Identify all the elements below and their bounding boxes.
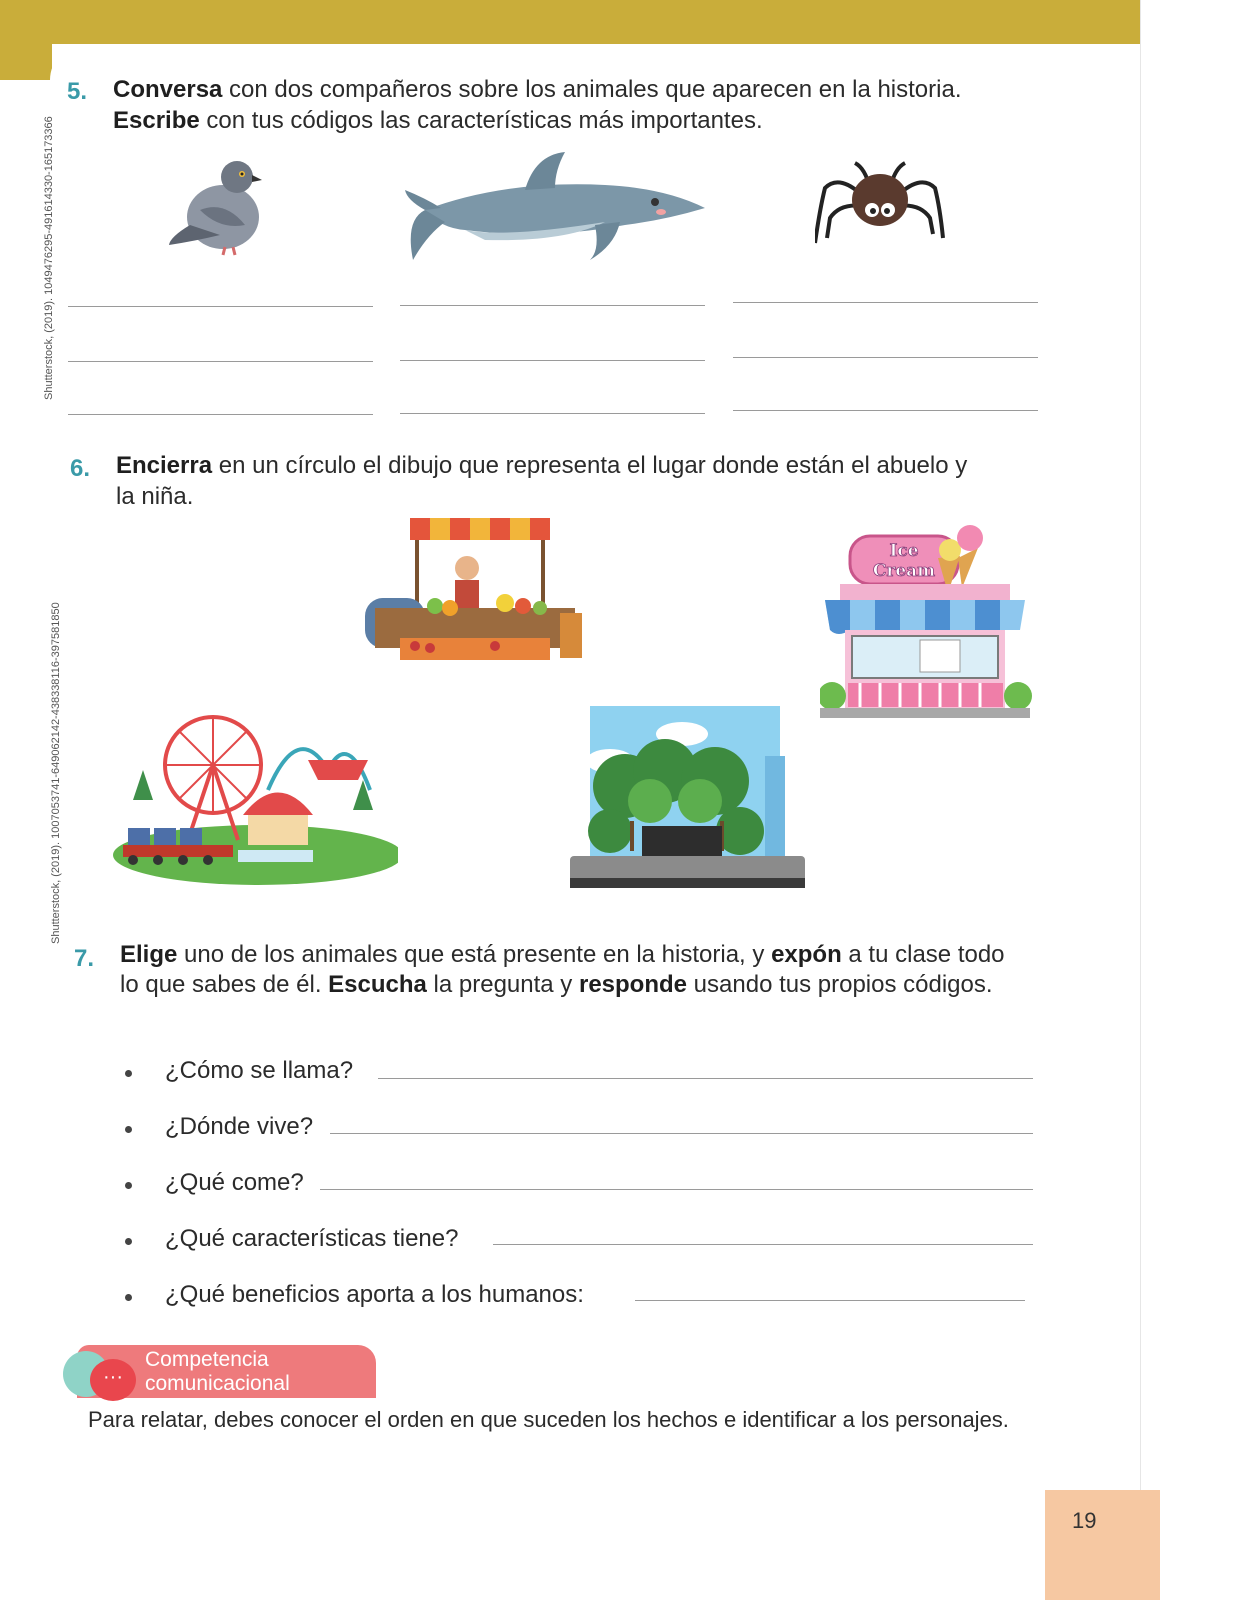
q7-text-part3: la pregunta y (426, 971, 579, 998)
question-characteristics: ¿Qué características tiene? (165, 1225, 459, 1252)
q7-bold-elige: Elige (120, 941, 178, 968)
competence-title (145, 1348, 290, 1396)
answer-line-spider-1[interactable] (733, 302, 1038, 303)
top-color-band (0, 0, 1140, 44)
park-icon[interactable] (570, 706, 805, 899)
answer-line-characteristics[interactable] (493, 1244, 1033, 1245)
question-5-number: 5. (67, 78, 88, 105)
q5-bold-conversa: Conversa (113, 76, 223, 103)
answer-line-habitat[interactable] (330, 1133, 1033, 1134)
question-name: ¿Cómo se llama? (165, 1057, 354, 1084)
bullet-4 (125, 1238, 132, 1245)
q7-bold-escucha: Escucha (328, 971, 427, 998)
q5-bold-escribe: Escribe (113, 107, 200, 134)
answer-line-spider-3[interactable] (733, 410, 1038, 411)
q7-text-part4: usando tus propios códigos. (687, 971, 993, 998)
ice-cream-shop-icon[interactable] (820, 518, 1040, 728)
q7-bold-responde: responde (578, 971, 688, 998)
bullet-3 (125, 1182, 132, 1189)
answer-line-dolphin-2[interactable] (400, 360, 705, 361)
dolphin-icon (405, 150, 720, 275)
q7-text-part1: uno de los animales que está presente en la historia, y (177, 941, 772, 968)
question-benefits: ¿Qué beneficios aporta a los humanos: (165, 1281, 584, 1308)
question-6-number: 6. (70, 455, 91, 482)
q6-text-part1: en un círculo el dibujo que representa el lugar donde están el abuelo y la niña. (116, 452, 968, 510)
page-number: 19 (1072, 1508, 1097, 1533)
bullet-1 (125, 1070, 132, 1077)
competence-title-line2: comunicacional (145, 1372, 290, 1395)
q6-bold-encierra: Encierra (116, 452, 213, 479)
bullet-5 (125, 1294, 132, 1301)
market-stall-icon[interactable] (355, 518, 600, 678)
page-number-tab (1045, 1490, 1160, 1600)
q5-text-part1: con dos compañeros sobre los animales que aparecen en la historia. (222, 76, 962, 103)
image-credit-bottom: Shutterstock, (2019). 1007053741-649062142-438338116-397581850 (50, 602, 62, 944)
amusement-park-icon[interactable] (108, 700, 398, 890)
chat-bubble-icon: ··· (90, 1359, 136, 1401)
page-edge (1140, 0, 1236, 1600)
image-credit-top: Shutterstock, (2019). 1049476295-491614330-165173366 (43, 116, 55, 400)
q7-text-part2: a tu clase todo lo que sabes de él. (120, 941, 1005, 998)
competence-title-line1: Competencia (145, 1348, 269, 1371)
question-5-text (113, 74, 973, 136)
answer-line-dolphin-3[interactable] (400, 413, 705, 414)
question-food: ¿Qué come? (165, 1169, 304, 1196)
left-color-band (0, 0, 52, 80)
spider-icon (815, 158, 945, 248)
bullet-2 (125, 1126, 132, 1133)
question-7-text (120, 940, 1020, 1000)
competence-tip: Para relatar, debes conocer el orden en que suceden los hechos e identificar a los personajes. (88, 1407, 1009, 1432)
answer-line-spider-2[interactable] (733, 357, 1038, 358)
q7-bold-expon: expón (771, 941, 842, 968)
answer-line-pigeon-1[interactable] (68, 306, 373, 307)
answer-line-pigeon-2[interactable] (68, 361, 373, 362)
answer-line-name[interactable] (378, 1078, 1033, 1079)
ice-cream-sign-line2: Cream (872, 561, 936, 581)
answer-line-dolphin-1[interactable] (400, 305, 705, 306)
pigeon-icon (165, 155, 270, 260)
question-6-text (116, 450, 976, 512)
q5-text-part2: con tus códigos las características más importantes. (199, 107, 763, 134)
question-7-number: 7. (74, 945, 95, 972)
question-habitat: ¿Dónde vive? (165, 1113, 314, 1140)
answer-line-food[interactable] (320, 1189, 1033, 1190)
ice-cream-sign-line1: Ice (889, 541, 919, 561)
answer-line-pigeon-3[interactable] (68, 414, 373, 415)
answer-line-benefits[interactable] (635, 1300, 1025, 1301)
